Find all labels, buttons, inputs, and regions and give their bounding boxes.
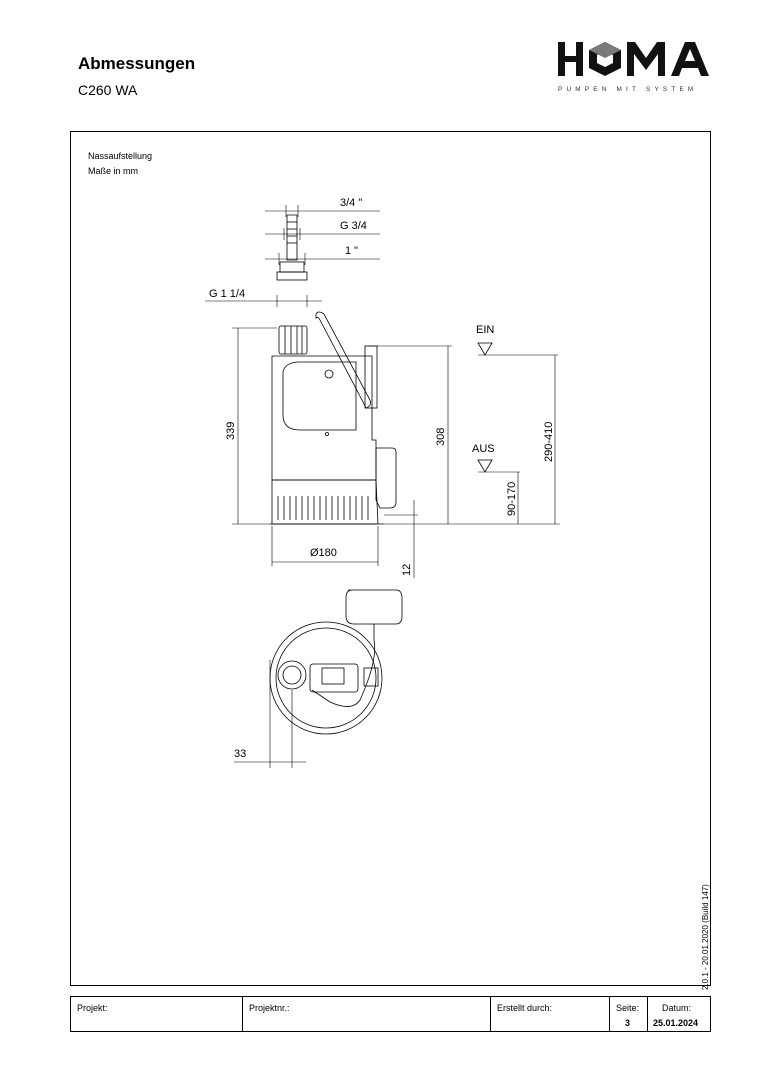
cell-projektnr [243,997,491,1031]
datum-label: Datum: [662,1003,692,1013]
cell-datum [648,997,712,1031]
page-title: Abmessungen [78,54,196,73]
dim-hose-a: 3/4 " [340,197,363,209]
cell-erstellt [491,997,610,1031]
note-installation: Nassaufstellung [88,151,153,161]
seite-label: Seite: [616,1003,640,1013]
datum-value: 25.01.2024 [653,1018,699,1028]
erstellt-label: Erstellt durch: [497,1003,553,1013]
seite-value: 3 [625,1018,631,1028]
label-off: AUS [472,443,495,455]
dim-switch-range-on: 290-410 [543,421,555,462]
label-on: EIN [476,324,495,336]
cell-projekt [71,997,243,1031]
build-info: 2.0.1 - 20.01.2020 (Build 147) [701,884,710,990]
dim-foot: 12 [401,563,413,576]
dim-height-total: 339 [225,421,237,440]
dim-outlet: G 1 1/4 [209,288,246,300]
dim-offset: 33 [234,748,247,760]
cell-seite [610,997,648,1031]
dim-switch-range-off: 90-170 [506,481,518,516]
dim-hose-c: 1 " [345,245,359,257]
dim-height-on: 308 [435,427,447,446]
dim-diameter: Ø180 [310,547,337,559]
dim-hose-b: G 3/4 [340,220,367,232]
projektnr-label: Projektnr.: [249,1003,290,1013]
page-subtitle: C260 WA [78,82,138,98]
note-units: Maße in mm [88,166,139,176]
logo-tagline: PUMPEN MIT SYSTEM [558,86,698,93]
projekt-label: Projekt: [77,1003,108,1013]
footer-table [70,996,711,1032]
